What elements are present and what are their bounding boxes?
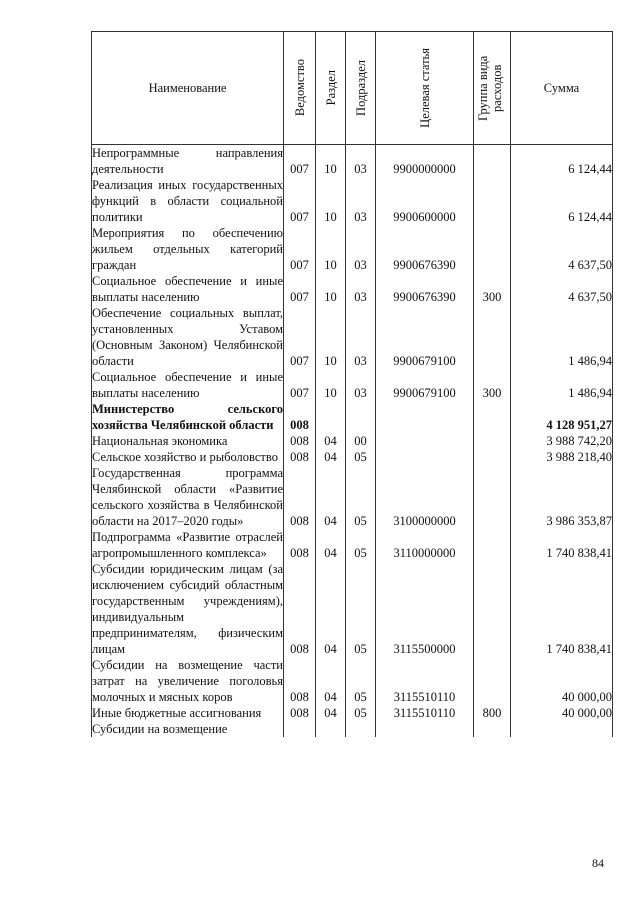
- row-podrazdel: 05: [346, 449, 376, 465]
- table-row: [92, 177, 613, 225]
- row-podrazdel: 05: [346, 529, 376, 561]
- table-row: [92, 401, 613, 433]
- row-summa: 3 988 742,20: [511, 433, 613, 449]
- row-vedomstvo: 008: [284, 465, 316, 529]
- table-row: [92, 705, 613, 721]
- row-razdel: 10: [316, 305, 346, 369]
- row-vedomstvo: [284, 721, 316, 737]
- row-razdel: 10: [316, 369, 346, 401]
- row-summa: 40 000,00: [511, 657, 613, 705]
- row-gruppa-vida-rashodov: [474, 177, 511, 225]
- row-celevaya-statya: 9900676390: [376, 225, 474, 273]
- row-vedomstvo: 008: [284, 529, 316, 561]
- header-summa: Сумма: [511, 32, 613, 145]
- row-gruppa-vida-rashodov: [474, 465, 511, 529]
- row-name: Обеспечение социальных выплат, установленных Уставом (Основным Законом) Челябинской области: [92, 306, 283, 368]
- row-celevaya-statya: [376, 401, 474, 433]
- header-podrazdel: Подраздел: [346, 32, 376, 145]
- row-celevaya-statya: 9900000000: [376, 145, 474, 178]
- row-vedomstvo: 008: [284, 433, 316, 449]
- row-name: Субсидии юридическим лицам (за исключением субсидий областным государственным учреждениям), индивидуальным предпринимателям, физическим лицам: [92, 562, 283, 656]
- row-name: Министерство сельского хозяйства Челябинской области: [92, 402, 283, 432]
- table-row: [92, 657, 613, 705]
- row-summa: 1 740 838,41: [511, 561, 613, 657]
- row-celevaya-statya: [376, 449, 474, 465]
- row-name: Подпрограмма «Развитие отраслей агропромышленного комплекса»: [92, 530, 283, 560]
- row-razdel: 04: [316, 705, 346, 721]
- row-vedomstvo: 007: [284, 225, 316, 273]
- row-celevaya-statya: 9900676390: [376, 273, 474, 305]
- row-summa: 4 637,50: [511, 225, 613, 273]
- header-razdel: Раздел: [316, 32, 346, 145]
- table-row: [92, 721, 613, 737]
- row-vedomstvo: 007: [284, 305, 316, 369]
- row-vedomstvo: 008: [284, 561, 316, 657]
- row-vedomstvo: 008: [284, 657, 316, 705]
- row-summa: 3 988 218,40: [511, 449, 613, 465]
- row-podrazdel: 00: [346, 433, 376, 449]
- row-gruppa-vida-rashodov: 800: [474, 705, 511, 721]
- row-gruppa-vida-rashodov: [474, 657, 511, 705]
- row-gruppa-vida-rashodov: [474, 433, 511, 449]
- row-name: Социальное обеспечение и иные выплаты населению: [92, 274, 283, 304]
- row-name: Иные бюджетные ассигнования: [92, 705, 284, 721]
- row-gruppa-vida-rashodov: [474, 305, 511, 369]
- row-celevaya-statya: [376, 721, 474, 737]
- row-celevaya-statya: 3110000000: [376, 529, 474, 561]
- row-vedomstvo: 008: [284, 449, 316, 465]
- row-celevaya-statya: 9900679100: [376, 369, 474, 401]
- row-podrazdel: 05: [346, 705, 376, 721]
- row-vedomstvo: 008: [284, 401, 316, 433]
- row-celevaya-statya: [376, 433, 474, 449]
- row-vedomstvo: 007: [284, 369, 316, 401]
- row-gruppa-vida-rashodov: [474, 401, 511, 433]
- row-name: Субсидии на возмещение части затрат на увеличение поголовья молочных и мясных коров: [92, 658, 283, 704]
- row-podrazdel: 03: [346, 177, 376, 225]
- row-razdel: 04: [316, 561, 346, 657]
- row-razdel: 10: [316, 273, 346, 305]
- header-vedomstvo: Ведомство: [284, 32, 316, 145]
- row-vedomstvo: 007: [284, 273, 316, 305]
- row-podrazdel: 03: [346, 305, 376, 369]
- row-gruppa-vida-rashodov: [474, 145, 511, 178]
- row-gruppa-vida-rashodov: [474, 721, 511, 737]
- table-row: [92, 561, 613, 657]
- row-summa: 40 000,00: [511, 705, 613, 721]
- row-razdel: [316, 721, 346, 737]
- row-razdel: 04: [316, 465, 346, 529]
- row-summa: 1 486,94: [511, 305, 613, 369]
- table-row: [92, 273, 613, 305]
- row-name: Государственная программа Челябинской области «Развитие сельского хозяйства в Челябинской области на 2017–2020 годы»: [92, 466, 283, 528]
- row-razdel: 10: [316, 145, 346, 178]
- row-name: Мероприятия по обеспечению жильем отдельных категорий граждан: [92, 226, 283, 272]
- row-name: Непрограммные направления деятельности: [92, 146, 283, 176]
- row-gruppa-vida-rashodov: [474, 561, 511, 657]
- row-celevaya-statya: 3115510110: [376, 657, 474, 705]
- header-gruppa-vida-rashodov: Группа вида расходов: [474, 32, 511, 145]
- row-podrazdel: 03: [346, 273, 376, 305]
- row-name: Реализация иных государственных функций в области социальной политики: [92, 178, 283, 224]
- header-name: Наименование: [92, 32, 284, 145]
- row-gruppa-vida-rashodov: 300: [474, 369, 511, 401]
- table-header-row: [92, 32, 613, 145]
- table-row: [92, 449, 613, 465]
- row-celevaya-statya: 3100000000: [376, 465, 474, 529]
- row-vedomstvo: 007: [284, 145, 316, 178]
- budget-table: [91, 31, 613, 737]
- row-podrazdel: 03: [346, 225, 376, 273]
- row-vedomstvo: 008: [284, 705, 316, 721]
- row-gruppa-vida-rashodov: [474, 225, 511, 273]
- row-razdel: 04: [316, 433, 346, 449]
- row-razdel: 04: [316, 529, 346, 561]
- row-name: Социальное обеспечение и иные выплаты населению: [92, 370, 283, 400]
- page-number: 84: [592, 856, 604, 870]
- row-celevaya-statya: 3115500000: [376, 561, 474, 657]
- table-body: [92, 145, 613, 738]
- row-gruppa-vida-rashodov: 300: [474, 273, 511, 305]
- row-name: Сельское хозяйство и рыболовство: [92, 449, 284, 465]
- row-celevaya-statya: 3115510110: [376, 705, 474, 721]
- row-razdel: 04: [316, 449, 346, 465]
- table-row: [92, 225, 613, 273]
- row-gruppa-vida-rashodov: [474, 449, 511, 465]
- row-podrazdel: [346, 401, 376, 433]
- row-summa: 1 740 838,41: [511, 529, 613, 561]
- table-row: [92, 529, 613, 561]
- row-razdel: 10: [316, 225, 346, 273]
- row-celevaya-statya: 9900600000: [376, 177, 474, 225]
- row-summa: [511, 721, 613, 737]
- row-celevaya-statya: 9900679100: [376, 305, 474, 369]
- table-row: [92, 465, 613, 529]
- row-summa: 6 124,44: [511, 177, 613, 225]
- row-gruppa-vida-rashodov: [474, 529, 511, 561]
- row-vedomstvo: 007: [284, 177, 316, 225]
- row-podrazdel: 05: [346, 657, 376, 705]
- row-summa: 4 128 951,27: [511, 401, 613, 433]
- row-podrazdel: [346, 721, 376, 737]
- row-podrazdel: 03: [346, 369, 376, 401]
- row-name: Субсидии на возмещение: [92, 721, 284, 737]
- row-razdel: [316, 401, 346, 433]
- table-row: [92, 433, 613, 449]
- row-podrazdel: 05: [346, 465, 376, 529]
- row-podrazdel: 03: [346, 145, 376, 178]
- row-name: Национальная экономика: [92, 433, 284, 449]
- row-summa: 6 124,44: [511, 145, 613, 178]
- row-summa: 4 637,50: [511, 273, 613, 305]
- row-summa: 1 486,94: [511, 369, 613, 401]
- row-razdel: 10: [316, 177, 346, 225]
- row-summa: 3 986 353,87: [511, 465, 613, 529]
- row-razdel: 04: [316, 657, 346, 705]
- table-row: [92, 369, 613, 401]
- table-row: [92, 305, 613, 369]
- table-row: [92, 145, 613, 178]
- row-podrazdel: 05: [346, 561, 376, 657]
- header-celevaya-statya: Целевая статья: [376, 32, 474, 145]
